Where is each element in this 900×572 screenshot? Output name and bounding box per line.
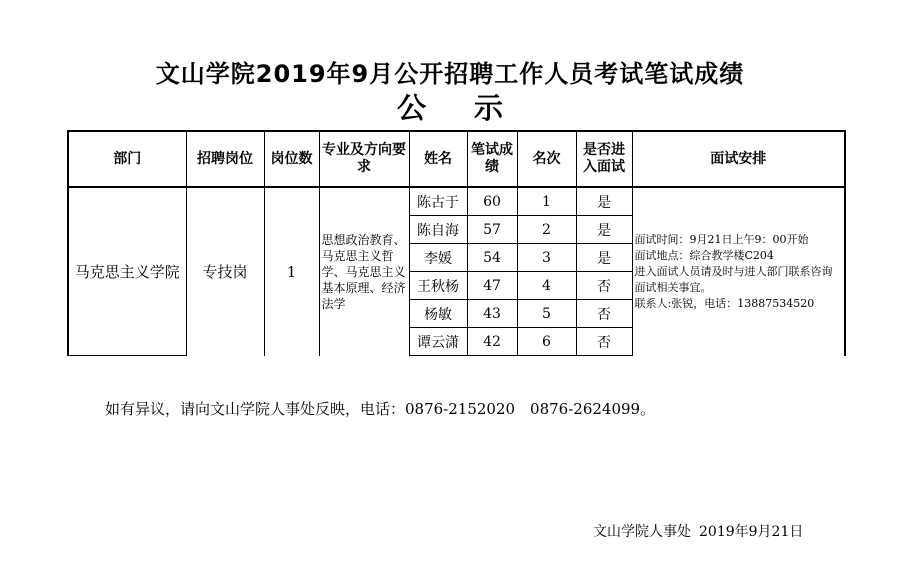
header-department: 部门 [68,131,186,187]
candidate-interview: 是 [576,216,632,244]
results-table [67,130,846,356]
interview-contact: 联系人:张锐，电话：13887534520 [634,296,815,310]
header-interview-entry: 是否进入面试 [576,131,632,187]
candidate-name: 陈古于 [409,187,467,216]
major-cell: 思想政治教育、马克思主义哲学、马克思主义基本原理、经济法学 [319,187,409,356]
candidate-score: 54 [467,244,517,272]
slots-cell: 1 [264,187,319,356]
interview-arrangement-cell [632,187,845,356]
header-position: 招聘岗位 [186,131,264,187]
header-name: 姓名 [409,131,467,187]
candidate-name: 李媛 [409,244,467,272]
interview-place: 面试地点：综合教学楼C204 [634,248,774,262]
issuer-name: 文山学院人事处 [593,524,691,540]
table-row [68,187,845,216]
candidate-name: 谭云潇 [409,328,467,356]
objection-notice: 如有异议，请向文山学院人事处反映，电话：0876-2152020 0876-2624099。 [105,400,656,418]
candidate-rank: 5 [517,300,576,328]
issuer-signature [593,521,803,541]
candidate-rank: 6 [517,328,576,356]
candidate-score: 42 [467,328,517,356]
candidate-name: 陈自海 [409,216,467,244]
candidate-rank: 2 [517,216,576,244]
candidate-score: 57 [467,216,517,244]
position-cell: 专技岗 [186,187,264,356]
candidate-score: 47 [467,272,517,300]
document-subtitle: 公示 [396,91,551,125]
header-slots: 岗位数 [264,131,319,187]
candidate-rank: 3 [517,244,576,272]
table-header-row [68,131,845,187]
candidate-score: 60 [467,187,517,216]
document-title: 文山学院2019年9月公开招聘工作人员考试笔试成绩 [155,60,745,88]
header-score: 笔试成绩 [467,131,517,187]
candidate-interview: 是 [576,244,632,272]
interview-time: 面试时间：9月21日上午9：00开始 [634,232,809,246]
candidate-interview: 否 [576,300,632,328]
interview-note: 进入面试人员请及时与进人部门联系咨询面试相关事宜。 [634,264,833,294]
header-arrangement: 面试安排 [632,131,845,187]
candidate-interview: 是 [576,187,632,216]
candidate-rank: 4 [517,272,576,300]
candidate-interview: 否 [576,328,632,356]
candidate-interview: 否 [576,272,632,300]
issue-date: 2019年9月21日 [699,524,804,540]
department-cell: 马克思主义学院 [68,187,186,356]
candidate-name: 杨敏 [409,300,467,328]
header-major: 专业及方向要求 [319,131,409,187]
candidate-name: 王秋杨 [409,272,467,300]
candidate-score: 43 [467,300,517,328]
header-rank: 名次 [517,131,576,187]
candidate-rank: 1 [517,187,576,216]
